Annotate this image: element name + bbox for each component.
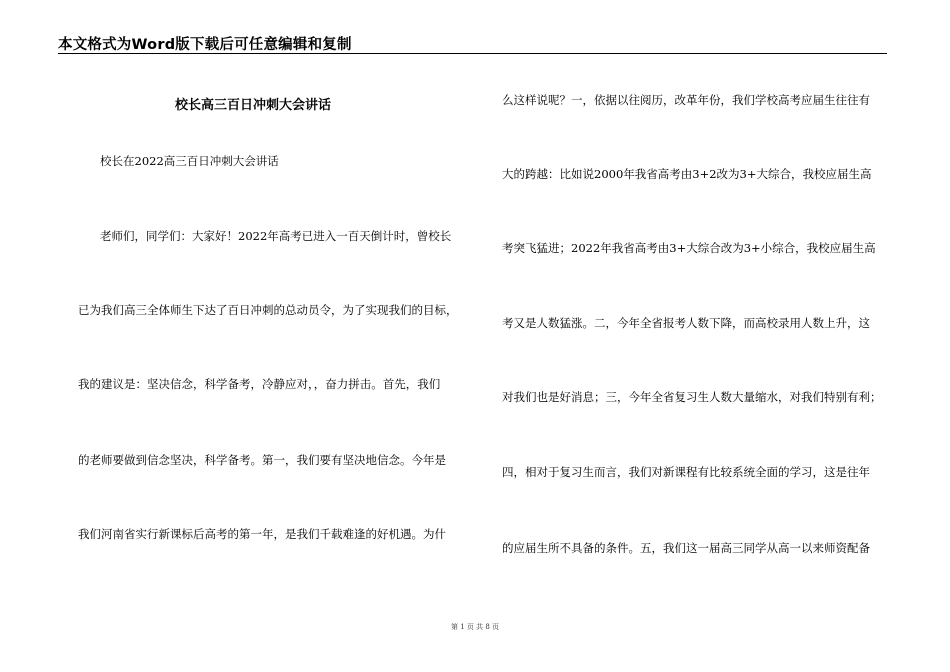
document-banner: 本文格式为Word版下载后可任意编辑和复制 <box>58 37 352 53</box>
paragraph-line: 的老师要做到信念坚决，科学备考。第一，我们要有坚决地信念。今年是 <box>78 453 446 467</box>
paragraph-line: 的应届生所不具备的条件。五，我们这一届高三同学从高一以来师资配备 <box>502 541 870 555</box>
paragraph-line: 我们河南省实行新课标后高考的第一年，是我们千载难逢的好机遇。为什 <box>78 527 446 541</box>
banner-divider <box>58 53 887 54</box>
paragraph-line: 么这样说呢？一，依据以往阅历，改革年份，我们学校高考应届生往往有 <box>502 93 870 107</box>
paragraph-line: 已为我们高三全体师生下达了百日冲刺的总动员令，为了实现我们的目标， <box>78 303 458 317</box>
paragraph-line: 四，相对于复习生而言，我们对新课程有比较系统全面的学习，这是往年 <box>502 465 870 479</box>
document-title: 校长高三百日冲刺大会讲话 <box>175 98 332 113</box>
page-number: 第 1 页 共 8 页 <box>450 623 500 631</box>
subtitle-line: 校长在2022高三百日冲刺大会讲话 <box>100 154 279 168</box>
paragraph-line: 考突飞猛进；2022年我省高考由3+大综合改为3+小综合，我校应届生高 <box>502 241 876 255</box>
paragraph-line: 老师们，同学们：大家好！2022年高考已进入一百天倒计时，曾校长 <box>100 229 452 243</box>
paragraph-line: 大的跨越：比如说2000年我省高考由3+2改为3+大综合，我校应届生高 <box>502 167 872 181</box>
paragraph-line: 对我们也是好消息；三，今年全省复习生人数大量缩水，对我们特别有利； <box>502 390 882 404</box>
paragraph-line: 考又是人数猛涨。二，今年全省报考人数下降，而高校录用人数上升，这 <box>502 316 870 330</box>
paragraph-line: 我的建议是：坚决信念，科学备考，冷静应对，，奋力拼击。首先，我们 <box>78 377 441 391</box>
